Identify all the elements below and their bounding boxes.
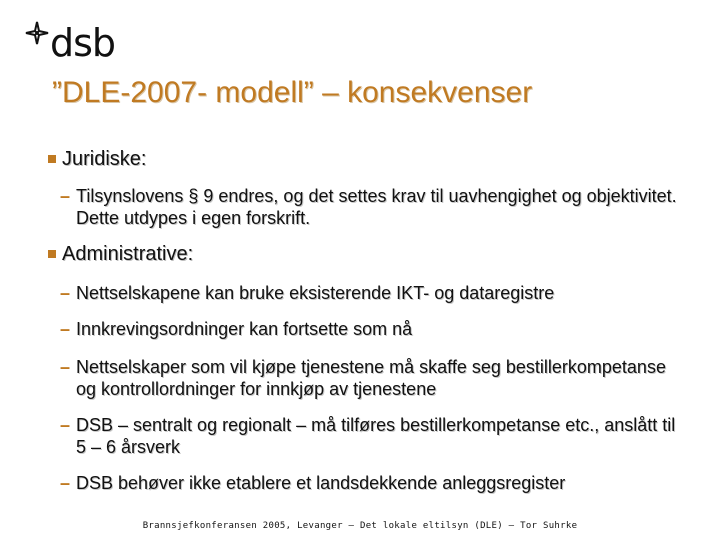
- dash-bullet-icon: –: [60, 283, 71, 303]
- list-item: [60, 318, 688, 340]
- dsb-star-logo-icon: [24, 20, 50, 46]
- dash-bullet-icon: –: [60, 357, 71, 377]
- section-heading-text: Administrative:: [62, 243, 194, 265]
- list-item: [60, 414, 688, 458]
- list-item: [60, 472, 688, 494]
- dash-bullet-icon: –: [60, 186, 71, 206]
- list-item: [60, 282, 688, 304]
- dsb-logo: [24, 16, 124, 64]
- list-item-text: Tilsynslovens § 9 endres, og det settes krav til uavhengighet og objektivitet. Dette utdypes i egen forskrift.: [76, 186, 677, 228]
- slide-title: ”DLE-2007- modell” – konsekvenser: [52, 76, 533, 109]
- dash-bullet-icon: –: [60, 319, 71, 339]
- section-heading-juridiske: [48, 148, 688, 171]
- list-item-text: DSB – sentralt og regionalt – må tilføres bestillerkompetanse etc., anslått til 5 – 6 årsverk: [76, 415, 676, 457]
- section-heading-text: Juridiske:: [62, 148, 147, 170]
- logo-text: dsb: [50, 21, 116, 65]
- square-bullet-icon: [48, 250, 56, 258]
- list-item-text: Innkrevingsordninger kan fortsette som nå: [76, 319, 413, 339]
- list-item-text: Nettselskaper som vil kjøpe tjenestene må skaffe seg bestillerkompetanse og kontrollordninger for innkjøp av tjenestene: [76, 357, 666, 399]
- section-heading-administrative: [48, 243, 688, 266]
- list-item: [60, 185, 688, 229]
- dash-bullet-icon: –: [60, 473, 71, 493]
- square-bullet-icon: [48, 155, 56, 163]
- slide-content: [48, 148, 688, 494]
- dash-bullet-icon: –: [60, 415, 71, 435]
- list-item-text: DSB behøver ikke etablere et landsdekkende anleggsregister: [76, 473, 566, 493]
- slide-footer: Brannsjefkonferansen 2005, Levanger – Det lokale eltilsyn (DLE) – Tor Suhrke: [142, 521, 578, 531]
- list-item: [60, 356, 688, 400]
- list-item-text: Nettselskapene kan bruke eksisterende IKT- og dataregistre: [76, 283, 555, 303]
